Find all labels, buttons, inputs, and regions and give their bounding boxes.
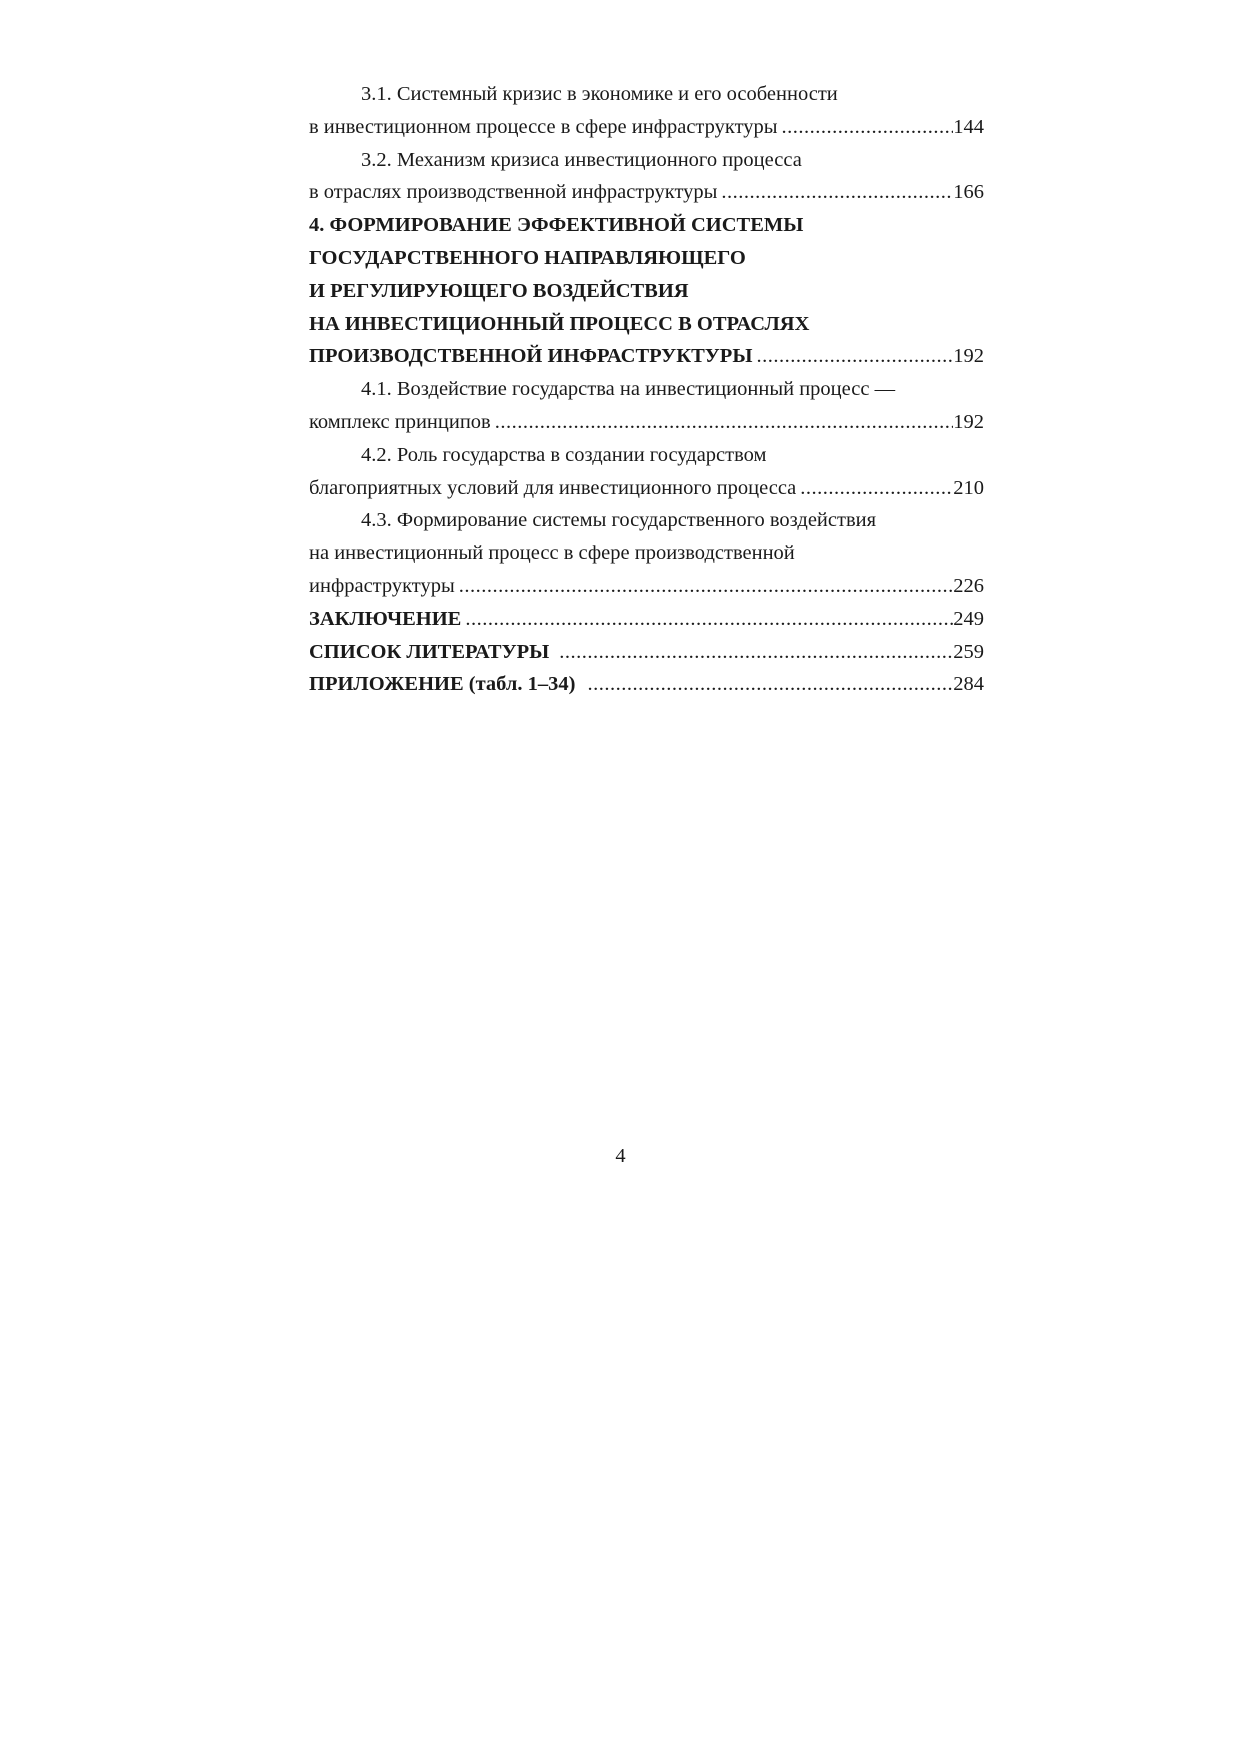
dot-leader [800,472,953,505]
toc-chapter-4-line3 [309,275,984,308]
toc-entry-4-2-line1 [309,439,984,472]
toc-entry-4-1-line1 [309,373,984,406]
toc-entry-4-2-title: 4.2. Роль государства в создании государством [361,443,767,466]
toc-entry-3-2-page: 166 [953,181,984,204]
toc-entry-4-3-line2 [309,537,984,570]
toc-entry-3-1-title: 3.1. Системный кризис в экономике и его особенности [361,83,838,105]
toc-entry-4-1-title: 4.1. Воздействие государства на инвестиционный процесс — [361,378,896,401]
toc-entry-4-3-line3[interactable] [309,570,984,603]
toc-entry-4-3-page: 226 [953,574,984,597]
toc-chapter-4-line1 [309,209,984,242]
dot-leader [465,603,953,636]
toc-entry-4-1-page: 192 [953,410,984,433]
toc-chapter-4-title-cont: НА ИНВЕСТИЦИОННЫЙ ПРОЦЕСС В ОТРАСЛЯХ [309,312,810,335]
toc-entry-3-1-page: 144 [953,115,984,138]
toc-conclusion-title: ЗАКЛЮЧЕНИЕ [309,607,462,630]
table-of-contents [309,78,984,701]
toc-entry-4-1-line2[interactable] [309,406,984,439]
toc-conclusion-page: 249 [953,607,984,630]
toc-entry-4-2-page: 210 [953,476,984,499]
toc-chapter-4-line5[interactable] [309,340,984,373]
toc-appendix[interactable] [309,668,984,701]
toc-entry-3-1-title-cont: в инвестиционном процессе в сфере инфраструктуры [309,115,778,138]
dot-leader [559,636,953,669]
toc-entry-3-2-line1 [309,144,984,177]
toc-entry-4-3-title-cont: инфраструктуры [309,574,455,597]
dot-leader [587,668,953,701]
toc-entry-3-2-title-cont: в отраслях производственной инфраструктуры [309,181,718,204]
toc-entry-4-3-line1 [309,504,984,537]
page-number: 4 [615,1145,626,1167]
toc-chapter-4-line2 [309,242,984,275]
toc-entry-4-1-title-cont: комплекс принципов [309,410,491,433]
toc-entry-4-3-title: 4.3. Формирование системы государственного воздействия [361,509,877,532]
toc-references[interactable] [309,636,984,669]
toc-entry-3-2-title: 3.2. Механизм кризиса инвестиционного процесса [361,148,802,171]
dot-leader [756,340,953,373]
toc-references-page: 259 [953,640,984,663]
toc-chapter-4-line4 [309,308,984,341]
toc-entry-4-2-title-cont: благоприятных условий для инвестиционного процесса [309,476,797,499]
toc-entry-4-2-line2[interactable] [309,472,984,505]
toc-entry-3-1-line1 [309,78,984,111]
toc-entry-3-1-line2[interactable] [309,111,984,144]
toc-conclusion[interactable] [309,603,984,636]
dot-leader [495,406,954,439]
toc-chapter-4-title-cont: И РЕГУЛИРУЮЩЕГО ВОЗДЕЙСТВИЯ [309,279,689,302]
toc-appendix-title: ПРИЛОЖЕНИЕ (табл. 1–34) [309,673,576,696]
dot-leader [721,176,953,209]
toc-entry-3-2-line2[interactable] [309,176,984,209]
toc-chapter-4-page: 192 [953,345,984,368]
toc-appendix-page: 284 [953,673,984,696]
dot-leader [459,570,953,603]
toc-chapter-4-title-cont: ПРОИЗВОДСТВЕННОЙ ИНФРАСТРУКТУРЫ [309,345,753,368]
toc-entry-4-3-title-cont: на инвестиционный процесс в сфере производственной [309,542,795,565]
toc-chapter-4-title: 4. ФОРМИРОВАНИЕ ЭФФЕКТИВНОЙ СИСТЕМЫ [309,214,804,237]
dot-leader [782,111,954,144]
toc-references-title: СПИСОК ЛИТЕРАТУРЫ [309,640,550,663]
toc-chapter-4-title-cont: ГОСУДАРСТВЕННОГО НАПРАВЛЯЮЩЕГО [309,246,746,269]
